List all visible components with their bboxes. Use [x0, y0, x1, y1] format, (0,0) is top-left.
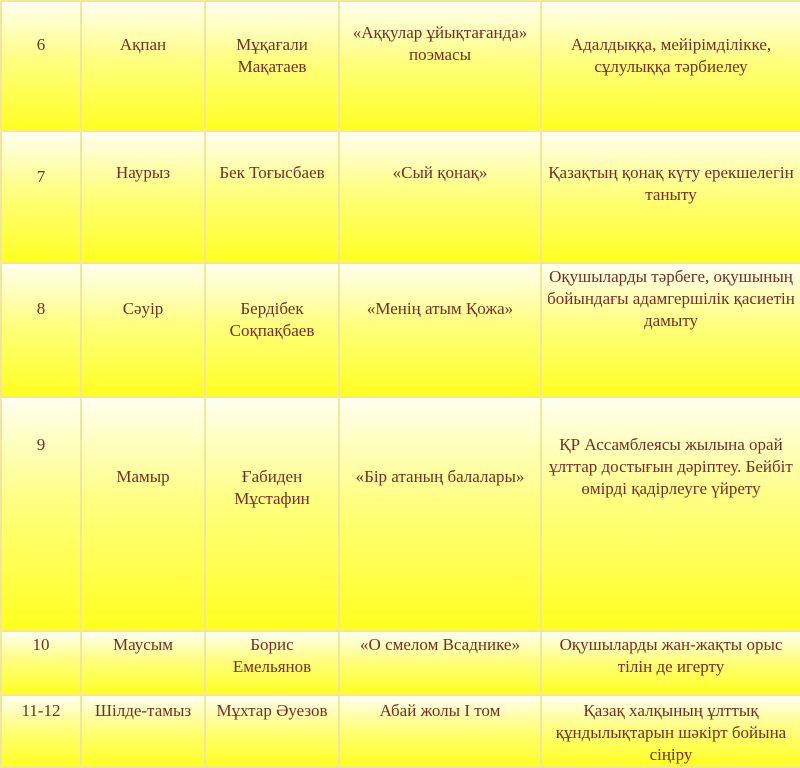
- work-cell: «Аққулар ұйықтағанда» поэмасы: [339, 1, 541, 131]
- goal-cell: Қазақ халқының ұлттық құндылықтарын шәкірт бойына сіңіру: [541, 695, 800, 767]
- author-cell: Ғабиден Мұстафин: [205, 397, 339, 631]
- table-row: [1, 631, 800, 695]
- row-number-cell: 10: [1, 631, 81, 695]
- author-cell: Борис Емельянов: [205, 631, 339, 695]
- work-cell: «Сый қонақ»: [339, 131, 541, 263]
- goal-cell: ҚР Ассамблеясы жылына орай ұлттар достығын дәріптеу. Бейбіт өмірді қадірлеуге үйрету: [541, 397, 800, 631]
- month-cell: Мамыр: [81, 397, 205, 631]
- month-cell: Шілде-тамыз: [81, 695, 205, 767]
- work-cell: «Менің атым Қожа»: [339, 263, 541, 397]
- table-row: [1, 397, 800, 631]
- month-cell: Сәуір: [81, 263, 205, 397]
- month-cell: Маусым: [81, 631, 205, 695]
- month-cell: Наурыз: [81, 131, 205, 263]
- goal-cell: Оқушыларды жан-жақты орыс тілін де игерту: [541, 631, 800, 695]
- goal-cell: Оқушыларды тәрбеге, оқушының бойындағы адамгершілік қасиетін дамыту: [541, 263, 800, 397]
- author-cell: Мұқағали Мақатаев: [205, 1, 339, 131]
- row-number-cell: 8: [1, 263, 81, 397]
- table-row: [1, 695, 800, 767]
- row-number-cell: 11-12: [1, 695, 81, 767]
- goal-cell: Қазақтың қонақ күту ерекшелегін таныту: [541, 131, 800, 263]
- table-row: [1, 1, 800, 131]
- row-number-cell: 6: [1, 1, 81, 131]
- work-cell: Абай жолы I том: [339, 695, 541, 767]
- work-cell: «Бір атаның балалары»: [339, 397, 541, 631]
- author-cell: Мұхтар Әуезов: [205, 695, 339, 767]
- row-number-cell: 7: [1, 131, 81, 263]
- row-number-cell: 9: [1, 397, 81, 631]
- goal-cell: Адалдыққа, мейірімділікке, сұлулыққа тәрбиелеу: [541, 1, 800, 131]
- table-row: [1, 131, 800, 263]
- table-row: [1, 263, 800, 397]
- author-cell: Бек Тоғысбаев: [205, 131, 339, 263]
- month-cell: Ақпан: [81, 1, 205, 131]
- work-cell: «О смелом Всаднике»: [339, 631, 541, 695]
- author-cell: Бердібек Соқпақбаев: [205, 263, 339, 397]
